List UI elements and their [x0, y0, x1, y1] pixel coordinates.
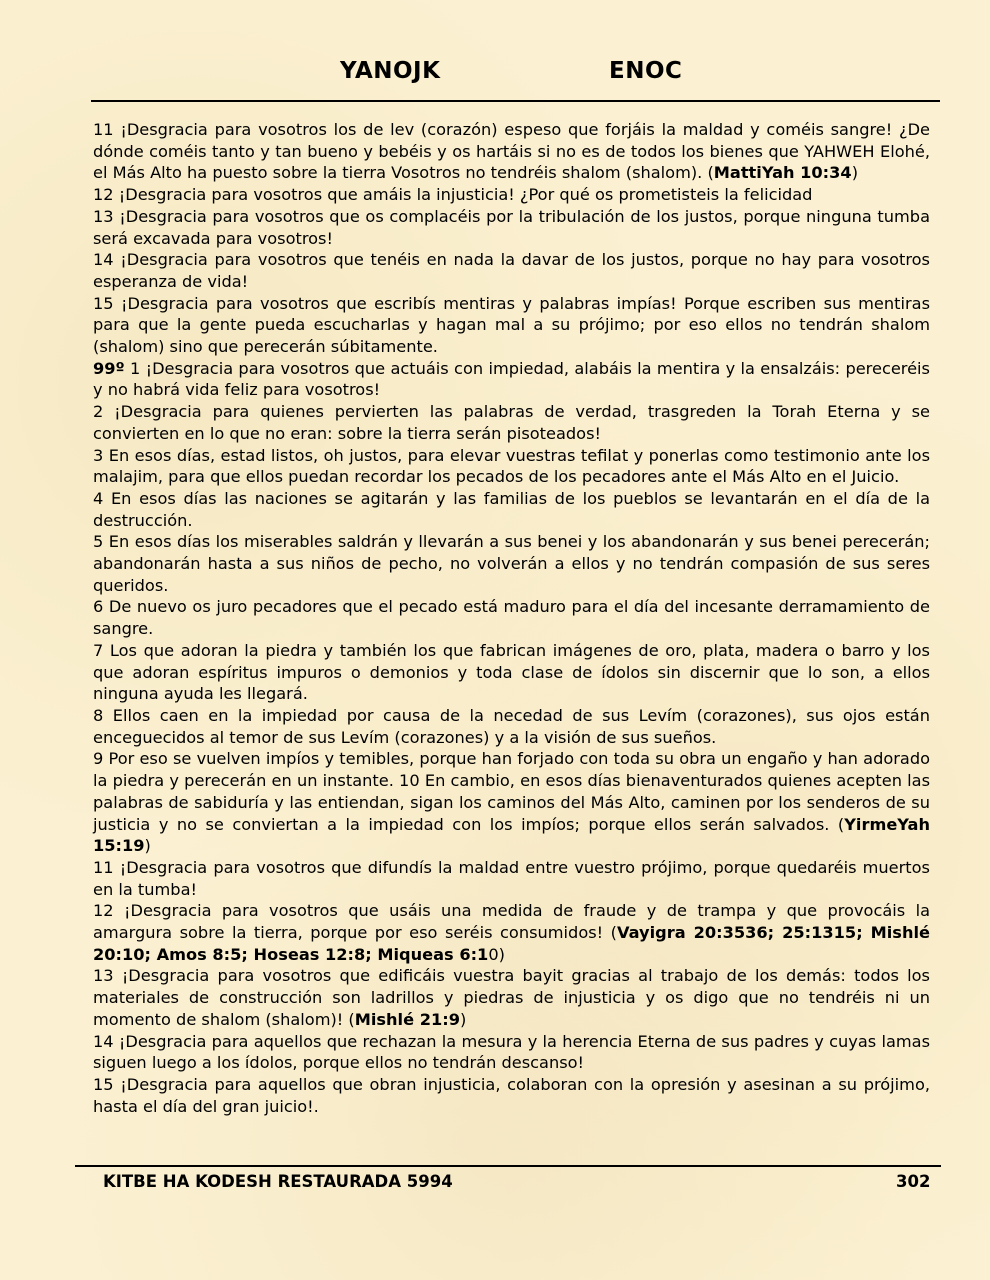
- header-divider: [91, 100, 940, 102]
- verse-paragraph: [93, 206, 930, 249]
- verse-paragraph: [93, 596, 930, 639]
- verse-paragraph: [93, 401, 930, 444]
- verse-text: 12 ¡Desgracia para vosotros que usáis una medida de fraude y de trampa y que provocáis la amargura sobre la tierra, porque por eso seréis consumidos! (: [93, 901, 930, 943]
- verse-paragraph: [93, 249, 930, 292]
- scripture-reference: Vayigra 20:3536; 25:1315; Mishlé 20:10; Amos 8:5; Hoseas 12:8; Miqueas 6:1: [93, 923, 930, 964]
- scripture-reference: MattiYah 10:34: [713, 163, 852, 183]
- verse-text: 15 ¡Desgracia para vosotros que escribís mentiras y palabras impías! Porque escriben sus mentiras para que la gente pueda escucharlas y hagan mal a su prójimo; por eso ellos no tendrán shalom (shalom) sino que perecerán súbitamente.: [93, 293, 930, 357]
- page-body: [93, 119, 930, 1117]
- verse-paragraph: [93, 857, 930, 900]
- verse-paragraph: [93, 748, 930, 857]
- verse-paragraph: [93, 488, 930, 531]
- verse-text: 5 En esos días los miserables saldrán y llevarán a sus benei y los abandonarán y sus benei perecerán; abandonarán hasta a sus niños de pecho, no volverán a ellos y no tendrán compasión de sus seres queridos.: [93, 532, 930, 595]
- verse-paragraph: [93, 900, 930, 965]
- header-title-left: YANOJK: [340, 58, 441, 84]
- verse-text: 11 ¡Desgracia para vosotros los de lev (corazón) espeso que forjáis la maldad y coméis sangre! ¿De dónde coméis tanto y tan bueno y bebéis y os hartáis si no es de todos los bienes que YAHWEH Elohé, el Más Alto ha puesto sobre la tierra Vosotros no tendréis shalom (shalom). (: [93, 120, 930, 183]
- verse-text: 14 ¡Desgracia para aquellos que rechazan la mesura y la herencia Eterna de sus padres y cuyas lamas siguen luego a los ídolos, porque ellos no tendrán descanso!: [93, 1031, 930, 1073]
- verse-text: 8 Ellos caen en la impiedad por causa de la necedad de sus Levím (corazones), sus ojos están enceguecidos al temor de sus Levím (corazones) y a la visión de sus sueños.: [93, 705, 930, 747]
- verse-text: 15 ¡Desgracia para aquellos que obran injusticia, colaboran con la opresión y asesinan a su prójimo, hasta el día del gran juicio!.: [93, 1074, 930, 1116]
- scripture-reference: Mishlé 21:9: [354, 1009, 460, 1029]
- verse-text: 4 En esos días las naciones se agitarán y las familias de los pueblos se levantarán en el día de la destrucción.: [93, 488, 930, 530]
- footer-divider: [75, 1165, 941, 1167]
- verse-paragraph: [93, 965, 930, 1030]
- verse-text: ): [459, 1009, 467, 1029]
- verse-paragraph: [93, 1031, 930, 1074]
- verse-paragraph: [93, 445, 930, 488]
- verse-text: 13 ¡Desgracia para vosotros que edificáis vuestra bayit gracias al trabajo de los demás: todos los materiales de construcción son ladrillos y piedras de injusticia y os digo que no tendréis ni un momento de shalom (shalom)! (: [93, 966, 930, 1029]
- verse-text: 6 De nuevo os juro pecadores que el pecado está maduro para el día del incesante derramamiento de sangre.: [93, 597, 930, 639]
- verse-text: ): [851, 163, 859, 183]
- verse-text: 13 ¡Desgracia para vosotros que os complacéis por la tribulación de los justos, porque ninguna tumba será excavada para vosotros!: [93, 206, 930, 248]
- verse-paragraph: [93, 531, 930, 596]
- verse-text: 7 Los que adoran la piedra y también los que fabrican imágenes de oro, plata, madera o barro y los que adoran espíritus impuros o demonios y toda clase de ídolos sin discernir que lo son, a ellos ninguna ayuda les llegará.: [93, 640, 930, 704]
- verse-text: 1 ¡Desgracia para vosotros que actuáis con impiedad, alabáis la mentira y la ensalzáis: pereceréis y no habrá vida feliz para vosotros!: [93, 358, 930, 400]
- scripture-reference: YirmeYah 15:19: [93, 814, 930, 856]
- verse-text: 12 ¡Desgracia para vosotros que amáis la injusticia! ¿Por qué os prometisteis la felicidad: [93, 185, 813, 205]
- verse-paragraph: [93, 1074, 930, 1117]
- verse-paragraph: [93, 119, 930, 184]
- verse-paragraph: [93, 358, 930, 401]
- verse-text: 11 ¡Desgracia para vosotros que difundís la maldad entre vuestro prójimo, porque quedaréis muertos en la tumba!: [93, 857, 930, 899]
- scripture-reference: 99º: [93, 358, 125, 378]
- verse-text: 3 En esos días, estad listos, oh justos, para elevar vuestras tefilat y ponerlas como testimonio ante los malajim, para que ellos puedan recordar los pecados de los pecadores ante el Más Alto en el Juicio.: [93, 445, 930, 487]
- verse-paragraph: [93, 293, 930, 358]
- verse-text: ): [144, 836, 151, 856]
- verse-paragraph: [93, 640, 930, 705]
- verse-text: 9 Por eso se vuelven impíos y temibles, porque han forjado con toda su obra un engaño y han adorado la piedra y perecerán en un instante. 10 En cambio, en esos días bienaventurados quienes acepten las palabras de sabiduría y las entiendan, sigan los caminos del Más Alto, caminen por los senderos de su justicia y no se conviertan a la impiedad con los impíos; porque ellos serán salvados. (: [93, 749, 930, 834]
- verse-paragraph: [93, 184, 930, 206]
- verse-text: 14 ¡Desgracia para vosotros que tenéis en nada la davar de los justos, porque no hay para vosotros esperanza de vida!: [93, 250, 930, 291]
- page-number: 302: [896, 1172, 931, 1191]
- verse-text: 0): [488, 944, 505, 964]
- verse-text: 2 ¡Desgracia para quienes pervierten las palabras de verdad, trasgreden la Torah Eterna y se convierten en lo que no eran: sobre la tierra serán pisoteados!: [93, 402, 930, 443]
- header-title-right: ENOC: [609, 58, 683, 84]
- page-header: [0, 58, 990, 92]
- footer-book-title: KITBE HA KODESH RESTAURADA 5994: [103, 1172, 453, 1191]
- verse-paragraph: [93, 705, 930, 748]
